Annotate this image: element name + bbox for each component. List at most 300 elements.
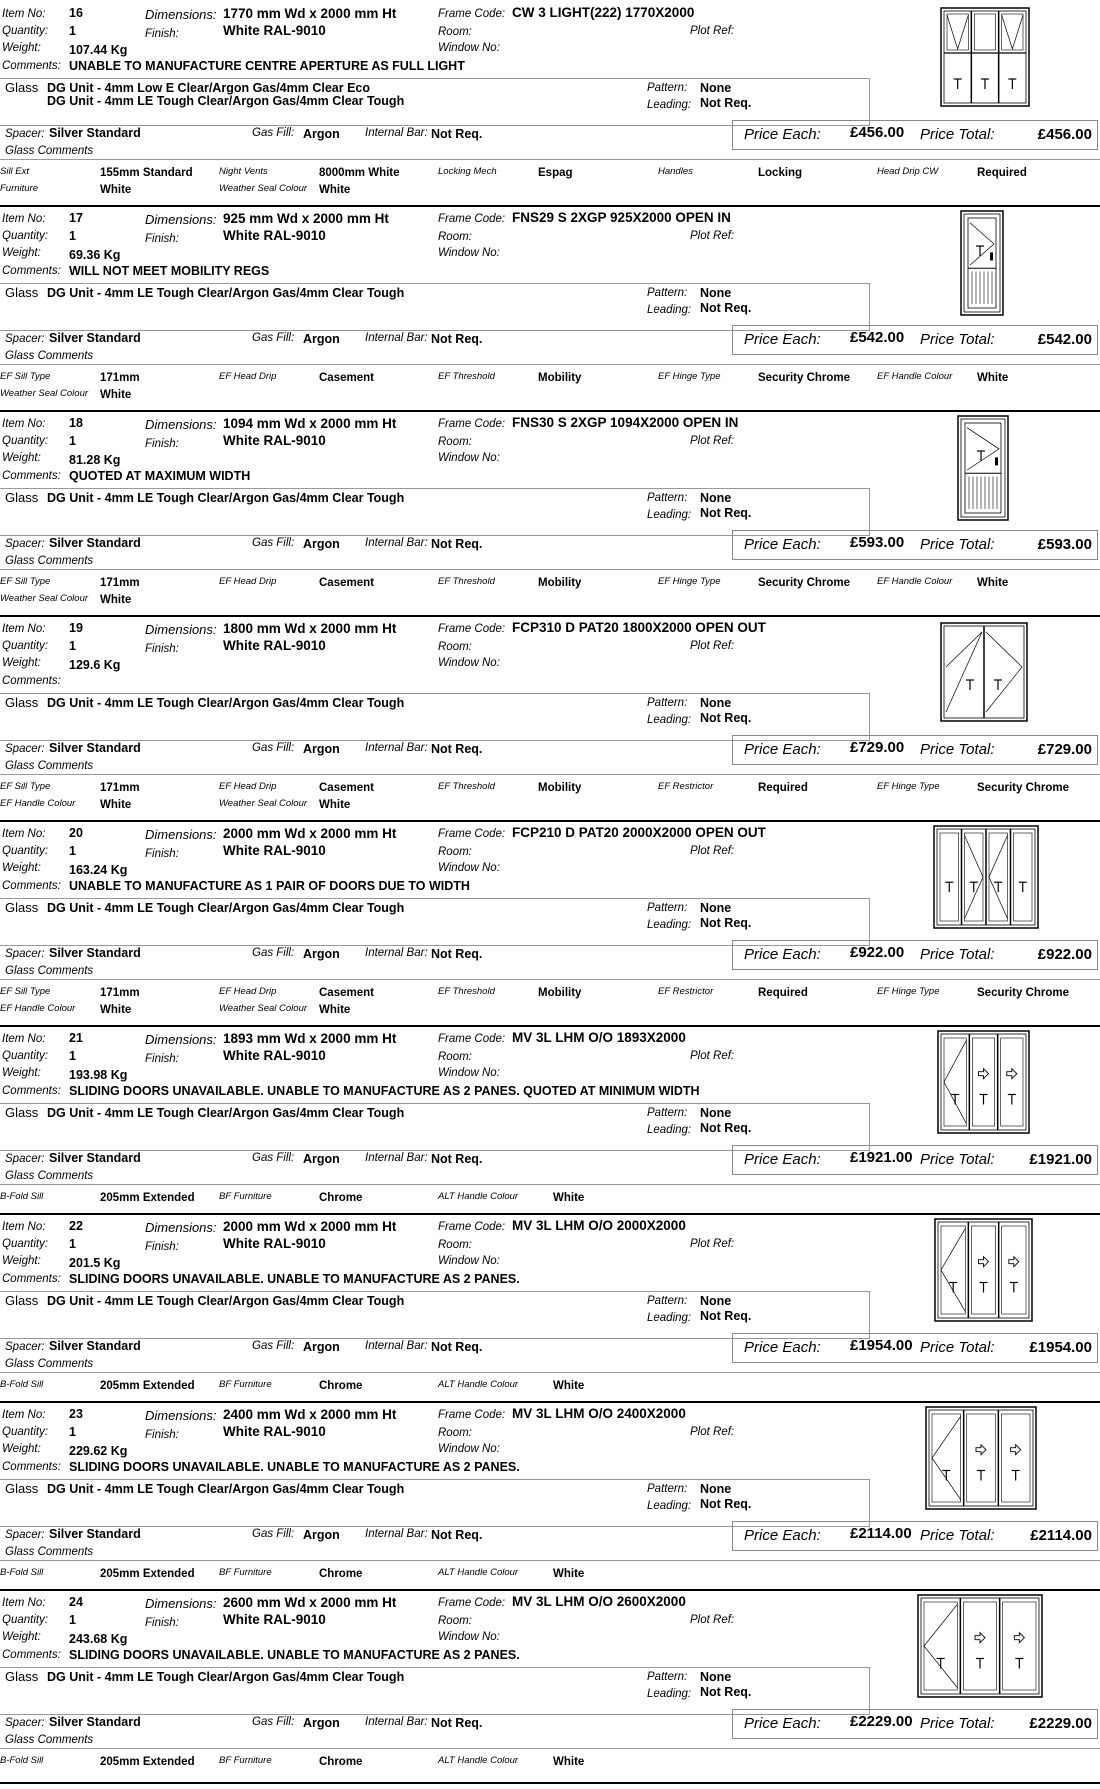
option-value: 171mm [100, 782, 140, 794]
internal-bar-value: Not Req. [431, 1152, 483, 1166]
gas-fill-value: Argon [303, 1340, 340, 1354]
dimensions-label: Dimensions: [145, 7, 217, 22]
glass-label: Glass [5, 80, 39, 95]
spacer-value: Silver Standard [49, 331, 141, 345]
quantity-label: Quantity: [2, 845, 49, 857]
comments-value: UNABLE TO MANUFACTURE AS 1 PAIR OF DOORS DUE TO WIDTH [69, 879, 470, 893]
internal-bar-value: Not Req. [431, 537, 483, 551]
quote-item [0, 1027, 1100, 1215]
quantity-label: Quantity: [2, 230, 49, 242]
room-label: Room: [438, 1615, 472, 1627]
price-total-label: Price Total: [920, 1339, 995, 1356]
quote-item [0, 1215, 1100, 1403]
internal-bar-value: Not Req. [431, 1528, 483, 1542]
frame-code-label: Frame Code: [438, 418, 506, 430]
pattern-label: Pattern: [647, 1107, 688, 1119]
weight-label: Weight: [2, 452, 41, 464]
option-value: White [977, 372, 1009, 384]
leading-label: Leading: [647, 509, 692, 521]
finish-value: White RAL-9010 [223, 433, 326, 448]
window-no-label: Window No: [438, 657, 500, 669]
item-no-value: 21 [69, 1031, 83, 1045]
price-each-label: Price Each: [744, 1715, 821, 1732]
option-label: EF Handle Colour [877, 371, 953, 382]
spacer-label: Spacer: [5, 743, 45, 755]
leading-label: Leading: [647, 1500, 692, 1512]
pattern-label: Pattern: [647, 492, 688, 504]
price-each-value: £1921.00 [850, 1149, 913, 1166]
spacer-value: Silver Standard [49, 1151, 141, 1165]
dimensions-label: Dimensions: [145, 1220, 217, 1235]
spacer-label: Spacer: [5, 538, 45, 550]
frame-code-value: FNS29 S 2XGP 925X2000 OPEN IN [512, 210, 731, 225]
option-label: EF Handle Colour [877, 576, 953, 587]
dimensions-value: 2600 mm Wd x 2000 mm Ht [223, 1595, 397, 1610]
weight-label: Weight: [2, 862, 41, 874]
option-label: Weather Seal Colour [219, 183, 308, 194]
item-no-value: 16 [69, 6, 83, 20]
spacer-value: Silver Standard [49, 126, 141, 140]
comments-label: Comments: [2, 1085, 61, 1097]
price-total-label: Price Total: [920, 1527, 995, 1544]
quantity-value: 1 [69, 229, 76, 243]
item-no-label: Item No: [2, 623, 46, 635]
option-value: 155mm Standard [100, 167, 193, 179]
item-no-value: 24 [69, 1595, 83, 1609]
option-label: B-Fold Sill [0, 1567, 44, 1578]
price-total-value: £922.00 [1037, 946, 1092, 963]
finish-label: Finish: [145, 643, 179, 655]
window-no-label: Window No: [438, 247, 500, 259]
gas-fill-label: Gas Fill: [252, 947, 295, 959]
comments-value: QUOTED AT MAXIMUM WIDTH [69, 469, 251, 483]
frame-drawing-icon [940, 622, 1028, 722]
extras-separator [0, 774, 1100, 775]
glass-line-1: DG Unit - 4mm LE Tough Clear/Argon Gas/4mm Clear Tough [47, 1294, 405, 1308]
option-value: Required [758, 987, 808, 999]
room-label: Room: [438, 641, 472, 653]
dimensions-value: 1800 mm Wd x 2000 mm Ht [223, 621, 397, 636]
comments-label: Comments: [2, 470, 61, 482]
dimensions-value: 1770 mm Wd x 2000 mm Ht [223, 6, 397, 21]
glass-label: Glass [5, 1293, 39, 1308]
finish-label: Finish: [145, 1617, 179, 1629]
gas-fill-label: Gas Fill: [252, 1716, 295, 1728]
option-label: EF Sill Type [0, 986, 51, 997]
weight-label: Weight: [2, 1255, 41, 1267]
comments-value: SLIDING DOORS UNAVAILABLE. UNABLE TO MANUFACTURE AS 2 PANES. [69, 1460, 520, 1474]
option-label: Weather Seal Colour [0, 593, 89, 604]
dimensions-value: 1893 mm Wd x 2000 mm Ht [223, 1031, 397, 1046]
finish-label: Finish: [145, 233, 179, 245]
option-value: 205mm Extended [100, 1192, 195, 1204]
item-no-value: 23 [69, 1407, 83, 1421]
frame-code-value: MV 3L LHM O/O 2000X2000 [512, 1218, 686, 1233]
option-value: Chrome [319, 1756, 363, 1768]
frame-drawing-icon [957, 415, 1009, 521]
option-label: Weather Seal Colour [0, 388, 89, 399]
weight-label: Weight: [2, 42, 41, 54]
price-each-label: Price Each: [744, 741, 821, 758]
spacer-label: Spacer: [5, 128, 45, 140]
quantity-label: Quantity: [2, 1238, 49, 1250]
option-label: EF Threshold [438, 781, 495, 792]
pattern-value: None [700, 491, 732, 505]
option-label: B-Fold Sill [0, 1755, 44, 1766]
gas-fill-value: Argon [303, 1716, 340, 1730]
price-total-label: Price Total: [920, 331, 995, 348]
finish-label: Finish: [145, 848, 179, 860]
internal-bar-label: Internal Bar: [365, 1340, 428, 1352]
dimensions-label: Dimensions: [145, 622, 217, 637]
comments-label: Comments: [2, 60, 61, 72]
option-label: EF Hinge Type [658, 371, 721, 382]
comments-value: SLIDING DOORS UNAVAILABLE. UNABLE TO MANUFACTURE AS 2 PANES. [69, 1648, 520, 1662]
pattern-value: None [700, 1670, 732, 1684]
quote-item [0, 412, 1100, 617]
window-no-label: Window No: [438, 1631, 500, 1643]
frame-drawing-icon [925, 1406, 1037, 1510]
extras-separator [0, 1748, 1100, 1749]
leading-value: Not Req. [700, 916, 752, 930]
weight-value: 193.98 Kg [69, 1068, 128, 1082]
weight-label: Weight: [2, 1631, 41, 1643]
finish-label: Finish: [145, 438, 179, 450]
dimensions-label: Dimensions: [145, 1596, 217, 1611]
frame-code-value: MV 3L LHM O/O 1893X2000 [512, 1030, 686, 1045]
comments-value: WILL NOT MEET MOBILITY REGS [69, 264, 270, 278]
quantity-label: Quantity: [2, 640, 49, 652]
finish-label: Finish: [145, 1429, 179, 1441]
quantity-value: 1 [69, 24, 76, 38]
item-no-value: 18 [69, 416, 83, 430]
leading-value: Not Req. [700, 711, 752, 725]
option-label: Weather Seal Colour [219, 1003, 308, 1014]
internal-bar-value: Not Req. [431, 1716, 483, 1730]
pattern-label: Pattern: [647, 1295, 688, 1307]
frame-code-value: CW 3 LIGHT(222) 1770X2000 [512, 5, 695, 20]
glass-label: Glass [5, 1105, 39, 1120]
glass-label: Glass [5, 695, 39, 710]
internal-bar-label: Internal Bar: [365, 947, 428, 959]
gas-fill-label: Gas Fill: [252, 1152, 295, 1164]
quote-item [0, 617, 1100, 822]
leading-value: Not Req. [700, 1497, 752, 1511]
option-label: BF Furniture [219, 1567, 272, 1578]
option-label: EF Handle Colour [0, 798, 76, 809]
item-no-label: Item No: [2, 418, 46, 430]
price-total-value: £2229.00 [1029, 1715, 1092, 1732]
internal-bar-value: Not Req. [431, 332, 483, 346]
internal-bar-label: Internal Bar: [365, 127, 428, 139]
option-label: EF Head Drip [219, 986, 277, 997]
quantity-value: 1 [69, 1237, 76, 1251]
leading-label: Leading: [647, 714, 692, 726]
leading-value: Not Req. [700, 506, 752, 520]
internal-bar-value: Not Req. [431, 1340, 483, 1354]
leading-label: Leading: [647, 304, 692, 316]
comments-label: Comments: [2, 675, 61, 687]
internal-bar-label: Internal Bar: [365, 1716, 428, 1728]
finish-label: Finish: [145, 1241, 179, 1253]
option-value: White [319, 799, 351, 811]
option-value: Mobility [538, 782, 582, 794]
option-label: EF Sill Type [0, 781, 51, 792]
comments-label: Comments: [2, 1649, 61, 1661]
glass-line-1: DG Unit - 4mm LE Tough Clear/Argon Gas/4mm Clear Tough [47, 901, 405, 915]
gas-fill-value: Argon [303, 947, 340, 961]
item-no-label: Item No: [2, 8, 46, 20]
quote-item [0, 207, 1100, 412]
pattern-label: Pattern: [647, 82, 688, 94]
window-no-label: Window No: [438, 1255, 500, 1267]
comments-label: Comments: [2, 1273, 61, 1285]
price-each-value: £456.00 [850, 124, 905, 141]
option-value: Locking [758, 167, 803, 179]
internal-bar-label: Internal Bar: [365, 537, 428, 549]
spacer-label: Spacer: [5, 948, 45, 960]
price-total-label: Price Total: [920, 741, 995, 758]
option-value: Security Chrome [977, 782, 1070, 794]
price-total-value: £593.00 [1037, 536, 1092, 553]
extras-separator [0, 1184, 1100, 1185]
internal-bar-label: Internal Bar: [365, 1528, 428, 1540]
glass-line-1: DG Unit - 4mm LE Tough Clear/Argon Gas/4mm Clear Tough [47, 286, 405, 300]
option-label: EF Threshold [438, 371, 495, 382]
finish-label: Finish: [145, 28, 179, 40]
window-no-label: Window No: [438, 452, 500, 464]
room-label: Room: [438, 846, 472, 858]
frame-code-label: Frame Code: [438, 1221, 506, 1233]
dimensions-value: 2000 mm Wd x 2000 mm Ht [223, 826, 397, 841]
option-label: EF Restrictor [658, 986, 714, 997]
frame-code-value: FCP210 D PAT20 2000X2000 OPEN OUT [512, 825, 766, 840]
glass-comments-label: Glass Comments [5, 555, 94, 567]
dimensions-label: Dimensions: [145, 827, 217, 842]
price-each-label: Price Each: [744, 1527, 821, 1544]
item-no-label: Item No: [2, 1221, 46, 1233]
option-value: Security Chrome [758, 577, 851, 589]
glass-label: Glass [5, 490, 39, 505]
spacer-value: Silver Standard [49, 1527, 141, 1541]
weight-value: 69.36 Kg [69, 248, 121, 262]
item-no-value: 22 [69, 1219, 83, 1233]
dimensions-value: 925 mm Wd x 2000 mm Ht [223, 211, 389, 226]
comments-label: Comments: [2, 265, 61, 277]
price-each-value: £1954.00 [850, 1337, 913, 1354]
comments-value: SLIDING DOORS UNAVAILABLE. UNABLE TO MANUFACTURE AS 2 PANES. QUOTED AT MINIMUM WIDTH [69, 1084, 700, 1098]
option-value: Casement [319, 987, 374, 999]
frame-drawing-icon [940, 7, 1030, 107]
frame-drawing-icon [917, 1594, 1043, 1698]
option-value: 171mm [100, 987, 140, 999]
option-label: Furniture [0, 183, 39, 194]
spacer-label: Spacer: [5, 1717, 45, 1729]
room-label: Room: [438, 231, 472, 243]
price-each-value: £2229.00 [850, 1713, 913, 1730]
price-total-value: £1954.00 [1029, 1339, 1092, 1356]
price-each-value: £542.00 [850, 329, 905, 346]
frame-code-label: Frame Code: [438, 213, 506, 225]
price-total-label: Price Total: [920, 946, 995, 963]
item-no-label: Item No: [2, 1597, 46, 1609]
price-total-value: £542.00 [1037, 331, 1092, 348]
window-no-label: Window No: [438, 862, 500, 874]
spacer-value: Silver Standard [49, 946, 141, 960]
quote-item [0, 2, 1100, 207]
glass-comments-label: Glass Comments [5, 760, 94, 772]
price-each-label: Price Each: [744, 946, 821, 963]
quantity-value: 1 [69, 434, 76, 448]
finish-label: Finish: [145, 1053, 179, 1065]
option-value: Required [977, 167, 1027, 179]
option-label: EF Sill Type [0, 576, 51, 587]
glass-comments-label: Glass Comments [5, 1358, 94, 1370]
price-each-label: Price Each: [744, 126, 821, 143]
pattern-label: Pattern: [647, 1671, 688, 1683]
pattern-value: None [700, 901, 732, 915]
price-total-label: Price Total: [920, 536, 995, 553]
pattern-value: None [700, 81, 732, 95]
window-no-label: Window No: [438, 1443, 500, 1455]
item-no-value: 17 [69, 211, 83, 225]
gas-fill-value: Argon [303, 127, 340, 141]
frame-code-label: Frame Code: [438, 1033, 506, 1045]
option-value: Security Chrome [977, 987, 1070, 999]
glass-line-1: DG Unit - 4mm LE Tough Clear/Argon Gas/4mm Clear Tough [47, 1106, 405, 1120]
dimensions-value: 2000 mm Wd x 2000 mm Ht [223, 1219, 397, 1234]
room-label: Room: [438, 436, 472, 448]
internal-bar-value: Not Req. [431, 947, 483, 961]
option-label: ALT Handle Colour [438, 1191, 519, 1202]
dimensions-value: 1094 mm Wd x 2000 mm Ht [223, 416, 397, 431]
price-each-label: Price Each: [744, 1151, 821, 1168]
pattern-value: None [700, 1482, 732, 1496]
option-value: Casement [319, 782, 374, 794]
plot-ref-label: Plot Ref: [690, 1614, 735, 1626]
weight-label: Weight: [2, 1067, 41, 1079]
item-no-label: Item No: [2, 1409, 46, 1421]
price-total-value: £729.00 [1037, 741, 1092, 758]
plot-ref-label: Plot Ref: [690, 230, 735, 242]
quantity-label: Quantity: [2, 1614, 49, 1626]
option-value: White [100, 389, 132, 401]
price-total-label: Price Total: [920, 126, 995, 143]
finish-value: White RAL-9010 [223, 23, 326, 38]
price-each-label: Price Each: [744, 1339, 821, 1356]
price-total-label: Price Total: [920, 1151, 995, 1168]
finish-value: White RAL-9010 [223, 1612, 326, 1627]
option-value: White [100, 1004, 132, 1016]
finish-value: White RAL-9010 [223, 1048, 326, 1063]
plot-ref-label: Plot Ref: [690, 1238, 735, 1250]
weight-value: 201.5 Kg [69, 1256, 121, 1270]
option-value: White [553, 1756, 585, 1768]
gas-fill-label: Gas Fill: [252, 1528, 295, 1540]
gas-fill-value: Argon [303, 1152, 340, 1166]
item-no-value: 19 [69, 621, 83, 635]
item-no-label: Item No: [2, 828, 46, 840]
weight-label: Weight: [2, 657, 41, 669]
frame-code-value: FCP310 D PAT20 1800X2000 OPEN OUT [512, 620, 766, 635]
weight-value: 229.62 Kg [69, 1444, 128, 1458]
glass-line-1: DG Unit - 4mm LE Tough Clear/Argon Gas/4mm Clear Tough [47, 1670, 405, 1684]
price-each-value: £2114.00 [850, 1525, 912, 1542]
option-value: Espag [538, 167, 573, 179]
price-total-value: £2114.00 [1030, 1527, 1092, 1544]
glass-line-2: DG Unit - 4mm LE Tough Clear/Argon Gas/4mm Clear Tough [47, 94, 405, 108]
frame-code-label: Frame Code: [438, 1597, 506, 1609]
item-no-label: Item No: [2, 1033, 46, 1045]
pattern-label: Pattern: [647, 902, 688, 914]
frame-drawing-icon [937, 1030, 1030, 1134]
frame-drawing-icon [934, 1218, 1033, 1322]
gas-fill-value: Argon [303, 332, 340, 346]
spacer-value: Silver Standard [49, 1715, 141, 1729]
glass-comments-label: Glass Comments [5, 1170, 94, 1182]
quantity-value: 1 [69, 1049, 76, 1063]
plot-ref-label: Plot Ref: [690, 640, 735, 652]
window-no-label: Window No: [438, 42, 500, 54]
plot-ref-label: Plot Ref: [690, 1050, 735, 1062]
option-label: EF Head Drip [219, 781, 277, 792]
glass-comments-label: Glass Comments [5, 1734, 94, 1746]
option-label: BF Furniture [219, 1755, 272, 1766]
leading-value: Not Req. [700, 1685, 752, 1699]
weight-label: Weight: [2, 247, 41, 259]
option-value: 205mm Extended [100, 1756, 195, 1768]
option-value: Mobility [538, 987, 582, 999]
option-label: ALT Handle Colour [438, 1567, 519, 1578]
option-value: White [553, 1380, 585, 1392]
option-label: BF Furniture [219, 1379, 272, 1390]
finish-value: White RAL-9010 [223, 843, 326, 858]
option-value: 171mm [100, 372, 140, 384]
pattern-label: Pattern: [647, 697, 688, 709]
glass-label: Glass [5, 1669, 39, 1684]
room-label: Room: [438, 1051, 472, 1063]
comments-label: Comments: [2, 880, 61, 892]
option-value: White [553, 1192, 585, 1204]
option-label: EF Head Drip [219, 371, 277, 382]
glass-label: Glass [5, 285, 39, 300]
option-label: EF Hinge Type [877, 781, 940, 792]
glass-comments-label: Glass Comments [5, 965, 94, 977]
price-each-value: £922.00 [850, 944, 905, 961]
option-value: Chrome [319, 1192, 363, 1204]
gas-fill-value: Argon [303, 742, 340, 756]
option-value: Chrome [319, 1568, 363, 1580]
glass-line-1: DG Unit - 4mm LE Tough Clear/Argon Gas/4mm Clear Tough [47, 696, 405, 710]
plot-ref-label: Plot Ref: [690, 1426, 735, 1438]
plot-ref-label: Plot Ref: [690, 435, 735, 447]
spacer-label: Spacer: [5, 333, 45, 345]
option-value: White [100, 799, 132, 811]
quantity-label: Quantity: [2, 25, 49, 37]
option-value: 205mm Extended [100, 1568, 195, 1580]
weight-value: 243.68 Kg [69, 1632, 128, 1646]
pattern-label: Pattern: [647, 1483, 688, 1495]
leading-value: Not Req. [700, 301, 752, 315]
glass-comments-label: Glass Comments [5, 1546, 94, 1558]
glass-label: Glass [5, 900, 39, 915]
option-value: Mobility [538, 577, 582, 589]
frame-code-label: Frame Code: [438, 828, 506, 840]
dimensions-label: Dimensions: [145, 212, 217, 227]
option-label: B-Fold Sill [0, 1191, 44, 1202]
frame-code-value: MV 3L LHM O/O 2600X2000 [512, 1594, 686, 1609]
option-value: White [100, 594, 132, 606]
